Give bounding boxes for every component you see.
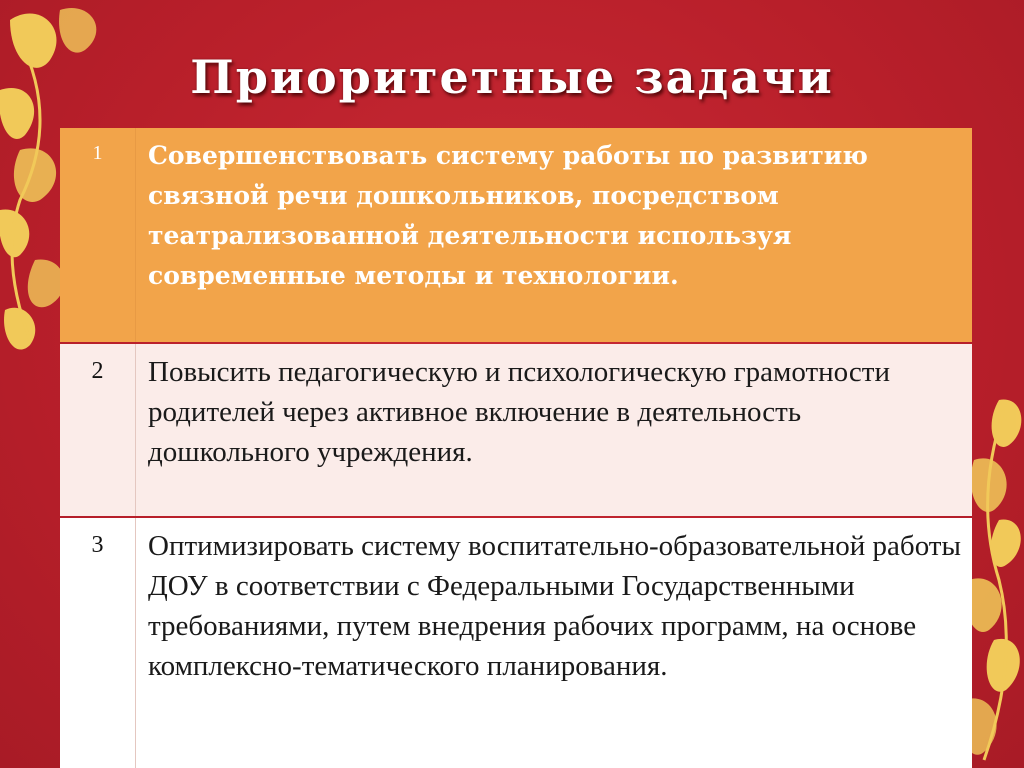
- row-text: Повысить педагогическую и психологическую грамотности родителей через активное включение в деятельность дошкольного учреждения.: [148, 356, 890, 468]
- slide-title: Приоритетные задачи: [190, 50, 834, 104]
- row-text: Совершенствовать систему работы по развитию связной речи дошкольников, посредством театрализованной деятельности используя современные методы и технологии.: [148, 141, 868, 290]
- row-number: 3: [60, 518, 136, 768]
- row-text: Оптимизировать систему воспитательно-образовательной работы ДОУ в соответствии с Федеральными Государственными требованиями, путем внедрения рабочих программ, на основе комплексно-тематического планирования.: [148, 530, 961, 682]
- table-row: [60, 518, 972, 768]
- table-row: [60, 128, 972, 342]
- table-row: [60, 344, 972, 516]
- row-number: 1: [60, 128, 136, 342]
- row-number: 2: [60, 344, 136, 516]
- tasks-table: [60, 128, 972, 768]
